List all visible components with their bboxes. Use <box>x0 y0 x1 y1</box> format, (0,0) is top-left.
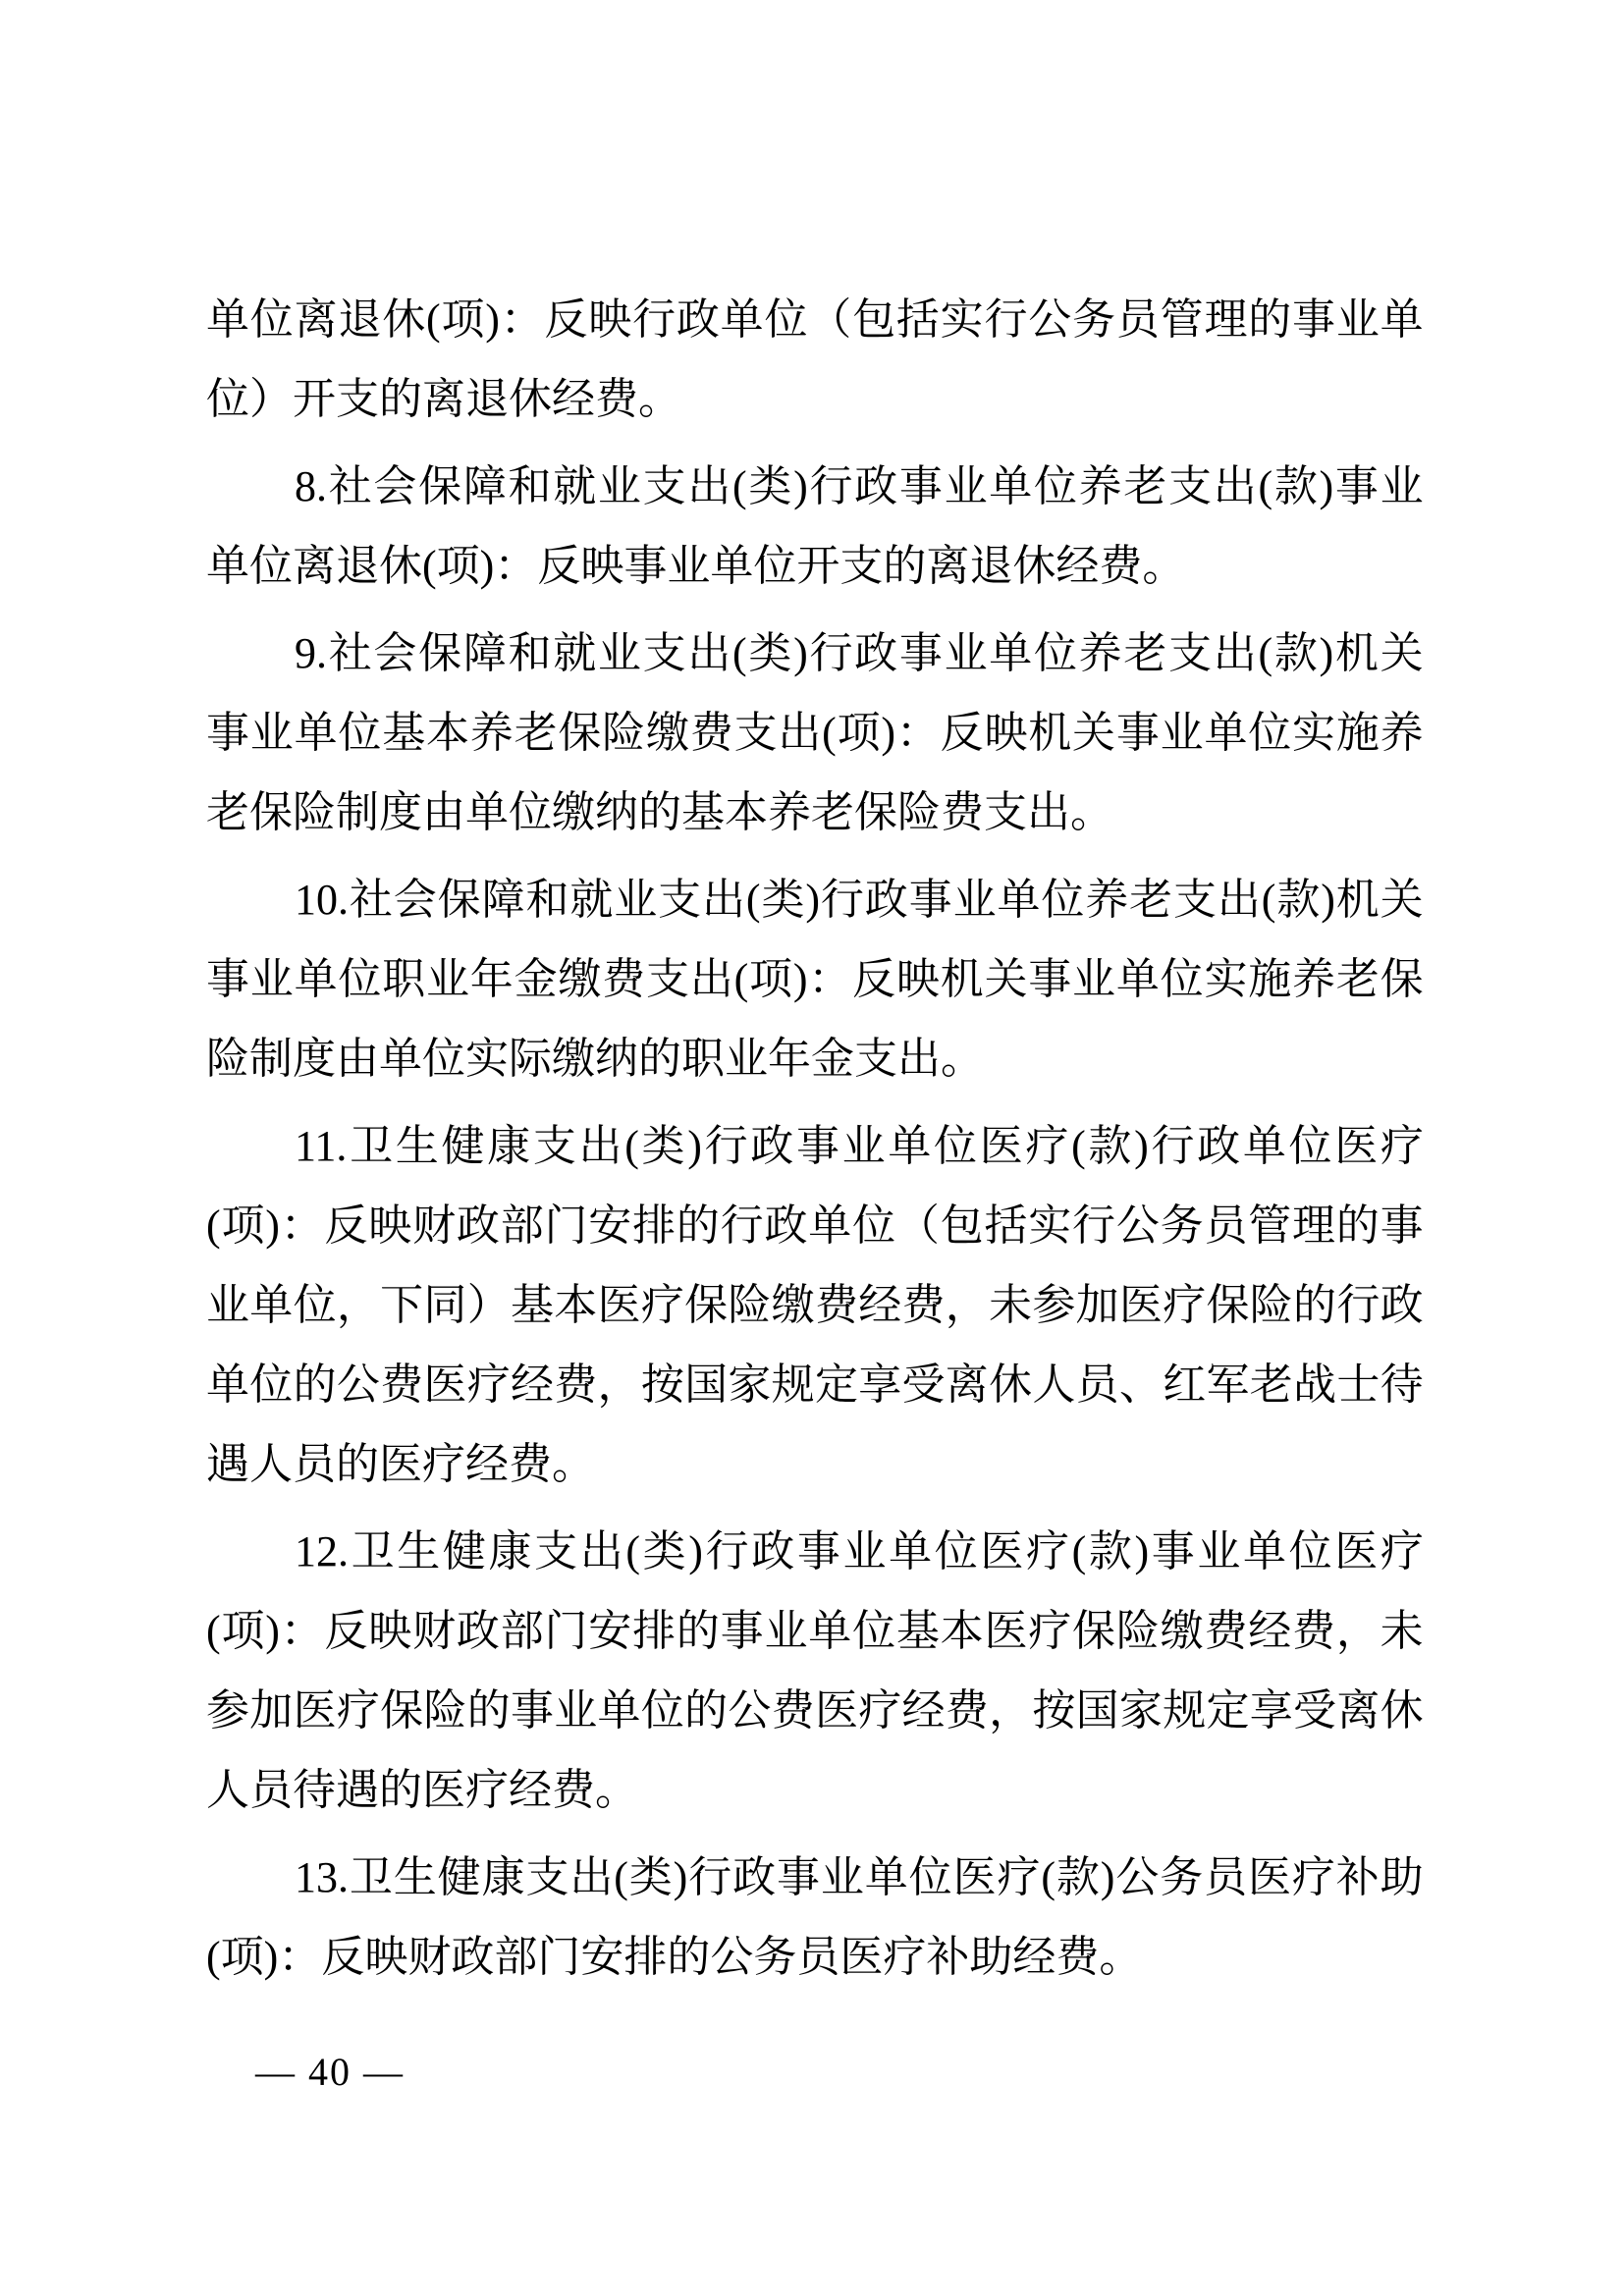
page-footer <box>255 2050 405 2095</box>
text-line: 单位离退休(项)：反映事业单位开支的离退休经费。 <box>206 542 1186 590</box>
paragraph <box>206 1106 1424 1504</box>
text-line: 位）开支的离退休经费。 <box>206 375 681 423</box>
paragraph <box>206 614 1424 852</box>
text-line: 业 单 位 ， 下 同 ） 基 本 医 疗 保 险 缴 费 经 费 ， 未 参 加 医 疗 保 险 的 行 政 <box>206 1281 1424 1329</box>
text-line: 12. 卫 生 健 康 支 出 ( 类 ) 行 政 事 业 单 位 医 疗 ( 款 ) 事 业 单 位 医 疗 <box>295 1527 1424 1575</box>
paragraph <box>206 860 1424 1098</box>
text-line: 事 业 单 位 职 业 年 金 缴 费 支 出 ( 项 ) ： 反 映 机 关 事 业 单 位 实 施 养 老 保 <box>206 955 1424 1003</box>
paragraph <box>206 280 1424 439</box>
text-line: 老保险制度由单位缴纳的基本养老保险费支出。 <box>206 788 1113 836</box>
text-line: 13. 卫 生 健 康 支 出 ( 类 ) 行 政 事 业 单 位 医 疗 ( 款 ) 公 务 员 医 疗 补 助 <box>295 1853 1424 1901</box>
paragraph <box>206 1512 1424 1830</box>
text-line: 10. 社 会 保 障 和 就 业 支 出 ( 类 ) 行 政 事 业 单 位 养 老 支 出 ( 款 ) 机 关 <box>295 876 1424 924</box>
text-line: 参 加 医 疗 保 险 的 事 业 单 位 的 公 费 医 疗 经 费 ， 按 国 家 规 定 享 受 离 休 <box>206 1686 1424 1735</box>
text-line: 人员待遇的医疗经费。 <box>206 1766 638 1814</box>
text-line: 单 位 离 退 休 ( 项 ) ： 反 映 行 政 单 位 （ 包 括 实 行 公 务 员 管 理 的 事 业 单 <box>206 295 1424 344</box>
paragraph <box>206 447 1424 606</box>
paragraph <box>206 1838 1424 1997</box>
text-line: 险制度由单位实际缴纳的职业年金支出。 <box>206 1035 984 1083</box>
text-line: 8. 社 会 保 障 和 就 业 支 出 ( 类 ) 行 政 事 业 单 位 养 老 支 出 ( 款 ) 事 业 <box>295 462 1424 510</box>
text-line: (项)：反映财政部门安排的公务员医疗补助经费。 <box>206 1933 1143 1981</box>
text-line: ( 项 ) ： 反 映 财 政 部 门 安 排 的 行 政 单 位 （ 包 括 实 行 公 务 员 管 理 的 事 <box>206 1201 1424 1250</box>
text-line: 单 位 的 公 费 医 疗 经 费 ， 按 国 家 规 定 享 受 离 休 人 员 、 红 军 老 战 士 待 <box>206 1361 1424 1409</box>
text-line: ( 项 ) ： 反 映 财 政 部 门 安 排 的 事 业 单 位 基 本 医 疗 保 险 缴 费 经 费 ， 未 <box>206 1607 1424 1655</box>
text-line: 事 业 单 位 基 本 养 老 保 险 缴 费 支 出 ( 项 ) ： 反 映 机 关 事 业 单 位 实 施 养 <box>206 709 1424 757</box>
page-number: — 40 — <box>255 2050 405 2094</box>
text-line: 11. 卫 生 健 康 支 出 ( 类 ) 行 政 事 业 单 位 医 疗 ( 款 ) 行 政 单 位 医 疗 <box>295 1122 1424 1170</box>
text-line: 遇人员的医疗经费。 <box>206 1440 595 1488</box>
document-body <box>206 280 1424 2004</box>
text-line: 9. 社 会 保 障 和 就 业 支 出 ( 类 ) 行 政 事 业 单 位 养 老 支 出 ( 款 ) 机 关 <box>295 629 1424 677</box>
